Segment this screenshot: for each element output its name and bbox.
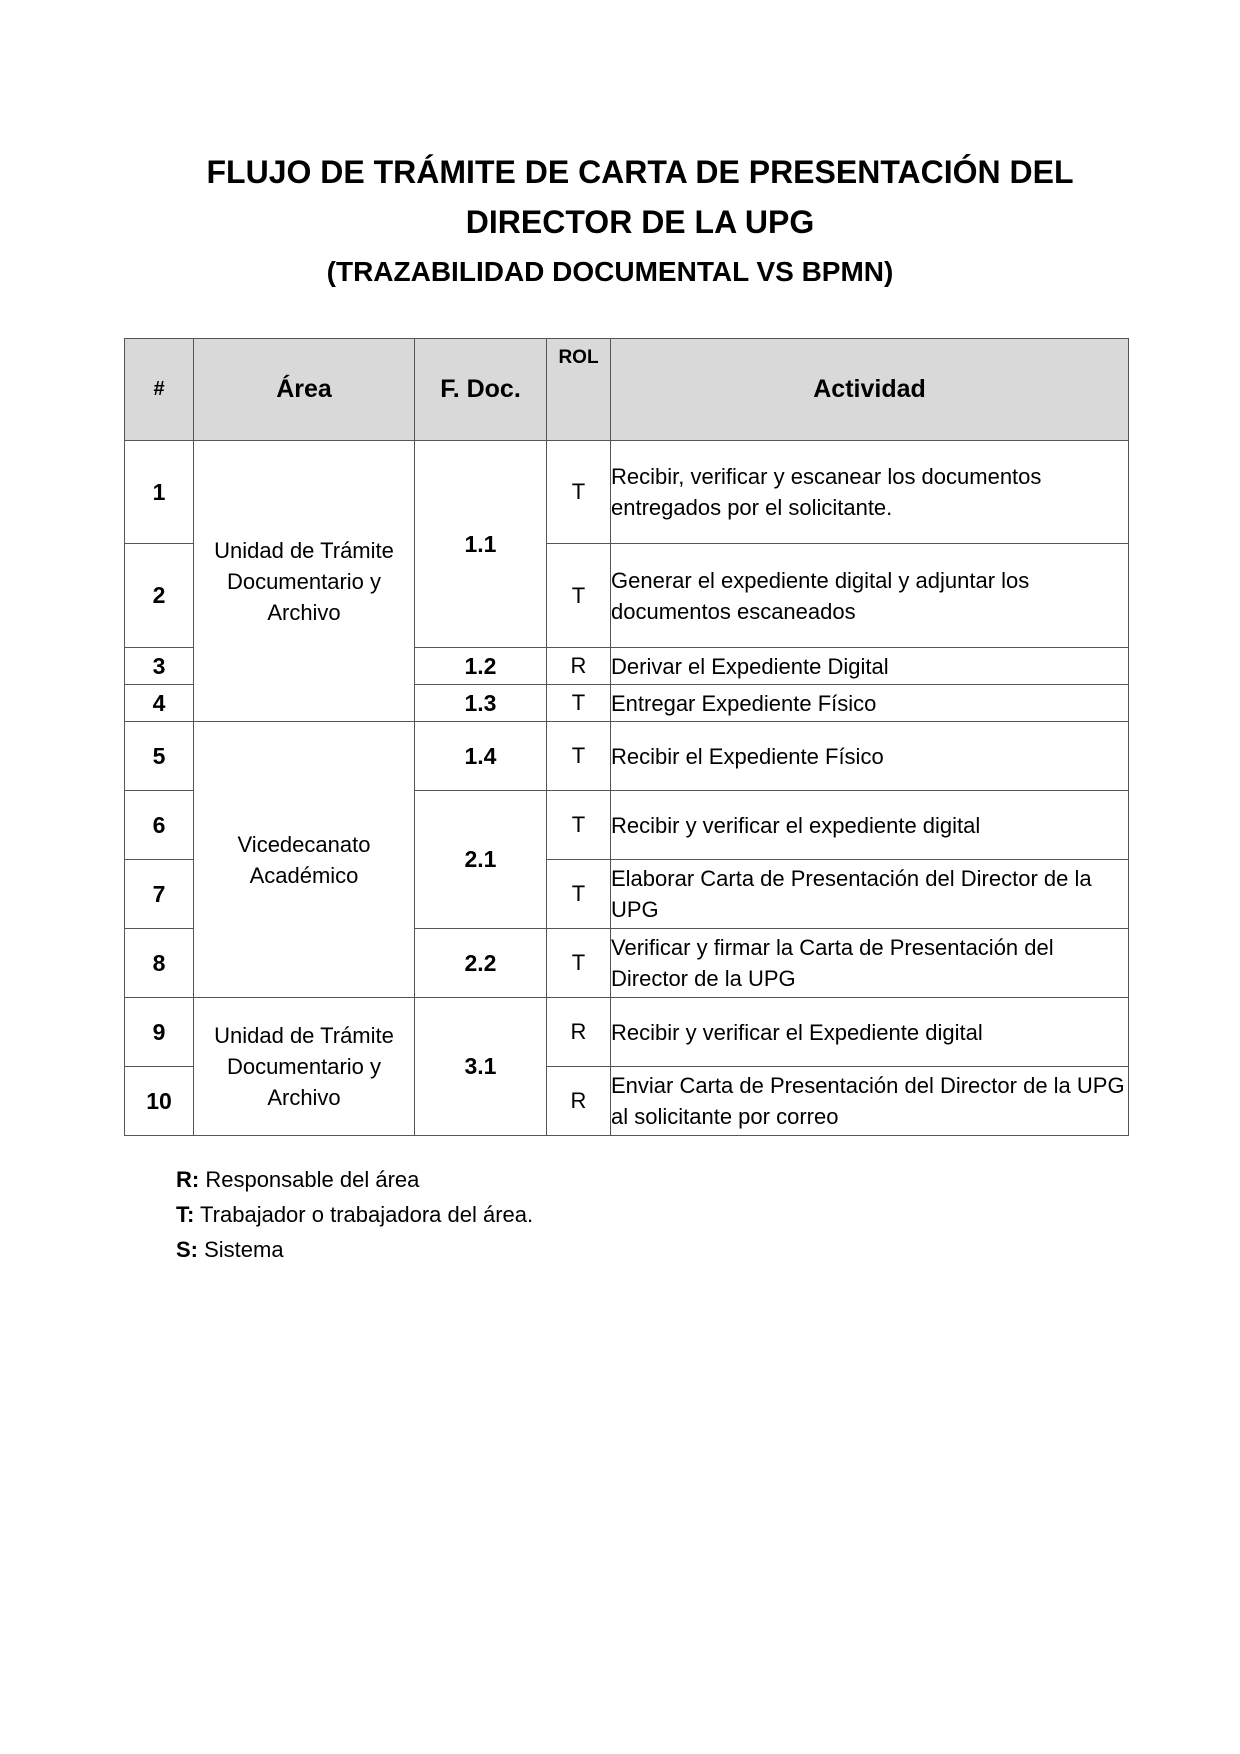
area-cell: Unidad de Trámite Documentario y Archivo [194, 998, 415, 1136]
rol-cell: T [547, 441, 611, 544]
legend-key: R: [176, 1167, 200, 1192]
rol-cell: R [547, 1067, 611, 1136]
activity-cell: Entregar Expediente Físico [611, 685, 1129, 722]
row-number: 5 [125, 722, 194, 791]
rol-cell: T [547, 929, 611, 998]
legend-item [176, 1232, 533, 1267]
fdoc-cell: 3.1 [415, 998, 547, 1136]
fdoc-cell: 1.3 [415, 685, 547, 722]
rol-cell: T [547, 685, 611, 722]
document-subtitle: (TRAZABILIDAD DOCUMENTAL VS BPMN) [326, 256, 894, 287]
table-row [125, 441, 1129, 544]
header-num: # [125, 339, 194, 441]
header-actividad: Actividad [611, 339, 1129, 441]
activity-cell: Derivar el Expediente Digital [611, 648, 1129, 685]
row-number: 7 [125, 860, 194, 929]
row-number: 2 [125, 544, 194, 648]
table-row [125, 998, 1129, 1067]
rol-cell: T [547, 860, 611, 929]
fdoc-cell: 2.2 [415, 929, 547, 998]
rol-cell: T [547, 791, 611, 860]
process-flow-table [124, 338, 1129, 1136]
header-area: Área [194, 339, 415, 441]
activity-cell: Recibir el Expediente Físico [611, 722, 1129, 791]
header-rol: ROL [547, 339, 611, 441]
legend-text: Responsable del área [199, 1167, 420, 1192]
legend-key: S: [176, 1237, 198, 1262]
row-number: 1 [125, 441, 194, 544]
legend-item [176, 1197, 533, 1232]
header-fdoc: F. Doc. [415, 339, 547, 441]
activity-cell: Recibir y verificar el Expediente digital [611, 998, 1129, 1067]
activity-cell: Recibir, verificar y escanear los documentos entregados por el solicitante. [611, 441, 1129, 544]
legend-text: Trabajador o trabajadora del área. [194, 1202, 534, 1227]
table-row [125, 722, 1129, 791]
fdoc-cell: 1.4 [415, 722, 547, 791]
row-number: 10 [125, 1067, 194, 1136]
activity-cell: Elaborar Carta de Presentación del Director de la UPG [611, 860, 1129, 929]
area-cell: Vicedecanato Académico [194, 722, 415, 998]
rol-cell: R [547, 648, 611, 685]
area-cell: Unidad de Trámite Documentario y Archivo [194, 441, 415, 722]
activity-cell: Enviar Carta de Presentación del Director de la UPG al solicitante por correo [611, 1067, 1129, 1136]
table-header-row [125, 339, 1129, 441]
document-title-line1: FLUJO DE TRÁMITE DE CARTA DE PRESENTACIÓN DEL [206, 154, 1074, 190]
row-number: 8 [125, 929, 194, 998]
document-title-line2: DIRECTOR DE LA UPG [465, 204, 815, 240]
activity-cell: Recibir y verificar el expediente digital [611, 791, 1129, 860]
row-number: 3 [125, 648, 194, 685]
fdoc-cell: 2.1 [415, 791, 547, 929]
legend-key: T: [176, 1202, 195, 1227]
fdoc-cell: 1.2 [415, 648, 547, 685]
legend-text: Sistema [198, 1237, 284, 1262]
fdoc-cell: 1.1 [415, 441, 547, 648]
rol-cell: R [547, 998, 611, 1067]
legend-item [176, 1162, 533, 1197]
activity-cell: Generar el expediente digital y adjuntar los documentos escaneados [611, 544, 1129, 648]
activity-cell: Verificar y firmar la Carta de Presentación del Director de la UPG [611, 929, 1129, 998]
role-legend [176, 1162, 533, 1267]
rol-cell: T [547, 722, 611, 791]
row-number: 6 [125, 791, 194, 860]
rol-cell: T [547, 544, 611, 648]
row-number: 4 [125, 685, 194, 722]
row-number: 9 [125, 998, 194, 1067]
